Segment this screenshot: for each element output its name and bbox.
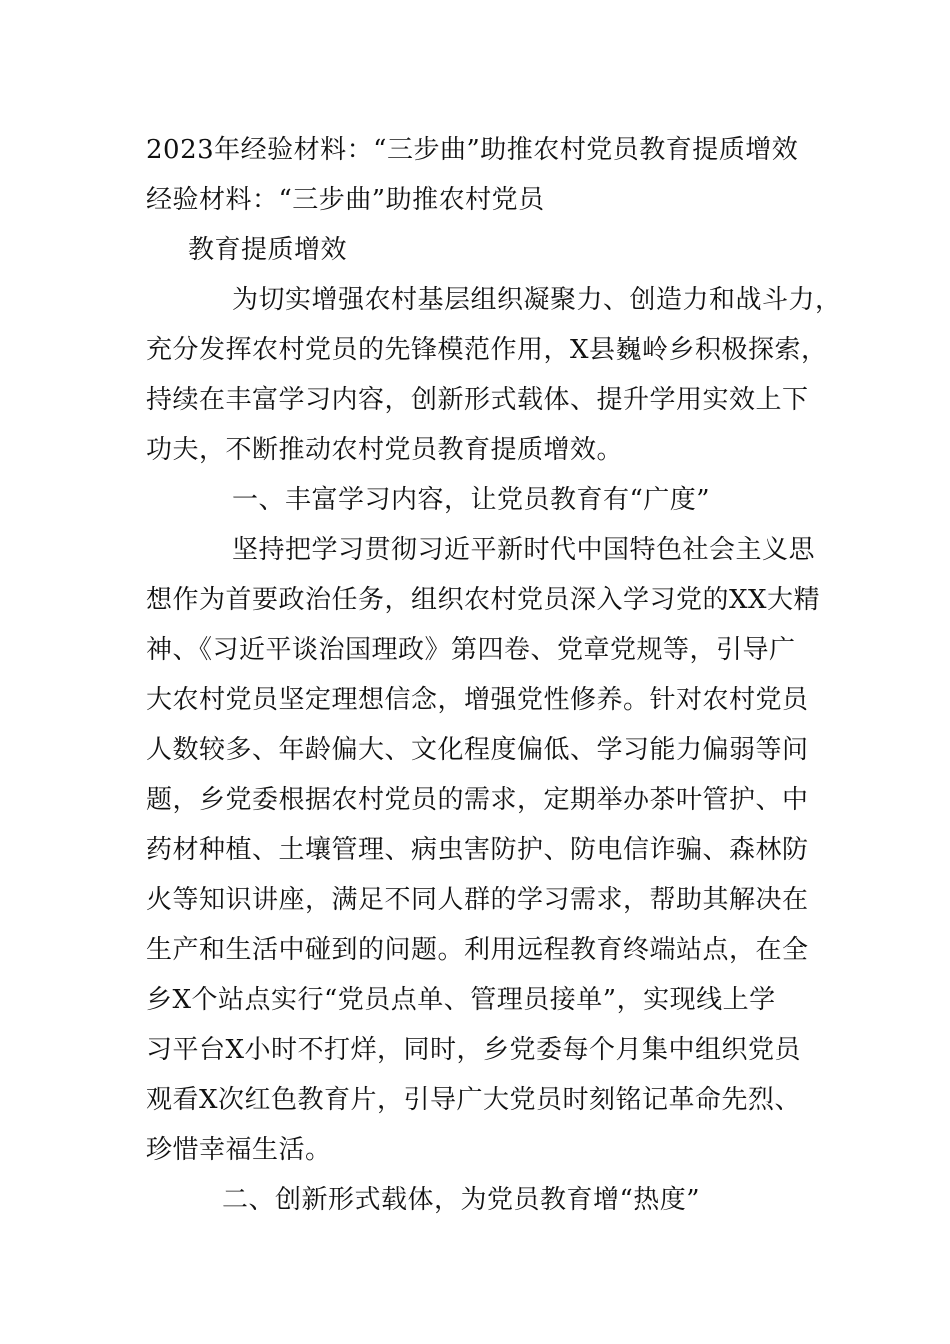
- section-1-line: 人数较多、年龄偏大、文化程度偏低、学习能力偏弱等问: [146, 735, 809, 765]
- section-1-line: 生产和生活中碰到的问题。利用远程教育终端站点，在全: [146, 935, 809, 965]
- section-1-line: 药材种植、土壤管理、病虫害防护、防电信诈骗、森林防: [146, 835, 809, 865]
- section-1-heading: 一、丰富学习内容，让党员教育有“广度”: [232, 485, 711, 515]
- section-1-line: 观看X次红色教育片，引导广大党员时刻铭记革命先烈、: [146, 1085, 802, 1115]
- section-1-line: 火等知识讲座，满足不同人群的学习需求，帮助其解决在: [146, 885, 809, 915]
- intro-line-2: 充分发挥农村党员的先锋模范作用，X县巍岭乡积极探索，: [146, 335, 828, 365]
- section-1-line: 想作为首要政治任务，组织农村党员深入学习党的XX大精: [146, 585, 821, 615]
- document-title-line-2: 经验材料：“三步曲”助推农村党员: [146, 185, 545, 215]
- section-1-line: 神、《习近平谈治国理政》第四卷、党章党规等，引导广: [146, 635, 796, 665]
- document-title-line-1: 2023年经验材料：“三步曲”助推农村党员教育提质增效: [146, 135, 799, 165]
- section-1-line: 大农村党员坚定理想信念，增强党性修养。针对农村党员: [146, 685, 809, 715]
- section-1-line: 珍惜幸福生活。: [146, 1135, 332, 1165]
- section-1-line: 题，乡党委根据农村党员的需求，定期举办茶叶管护、中: [146, 785, 809, 815]
- section-2-heading: 二、创新形式载体，为党员教育增“热度”: [222, 1185, 701, 1215]
- intro-line-4: 功夫，不断推动农村党员教育提质增效。: [146, 435, 624, 465]
- intro-line-3: 持续在丰富学习内容，创新形式载体、提升学用实效上下: [146, 385, 809, 415]
- section-1-line: 坚持把学习贯彻习近平新时代中国特色社会主义思: [232, 535, 816, 565]
- intro-line-1: 为切实增强农村基层组织凝聚力、创造力和战斗力，: [232, 285, 842, 315]
- section-1-line: 乡X个站点实行“党员点单、管理员接单”，实现线上学: [146, 985, 776, 1015]
- document-title-line-3: 教育提质增效: [188, 235, 348, 265]
- section-1-line: 习平台X小时不打烊，同时，乡党委每个月集中组织党员: [146, 1035, 802, 1065]
